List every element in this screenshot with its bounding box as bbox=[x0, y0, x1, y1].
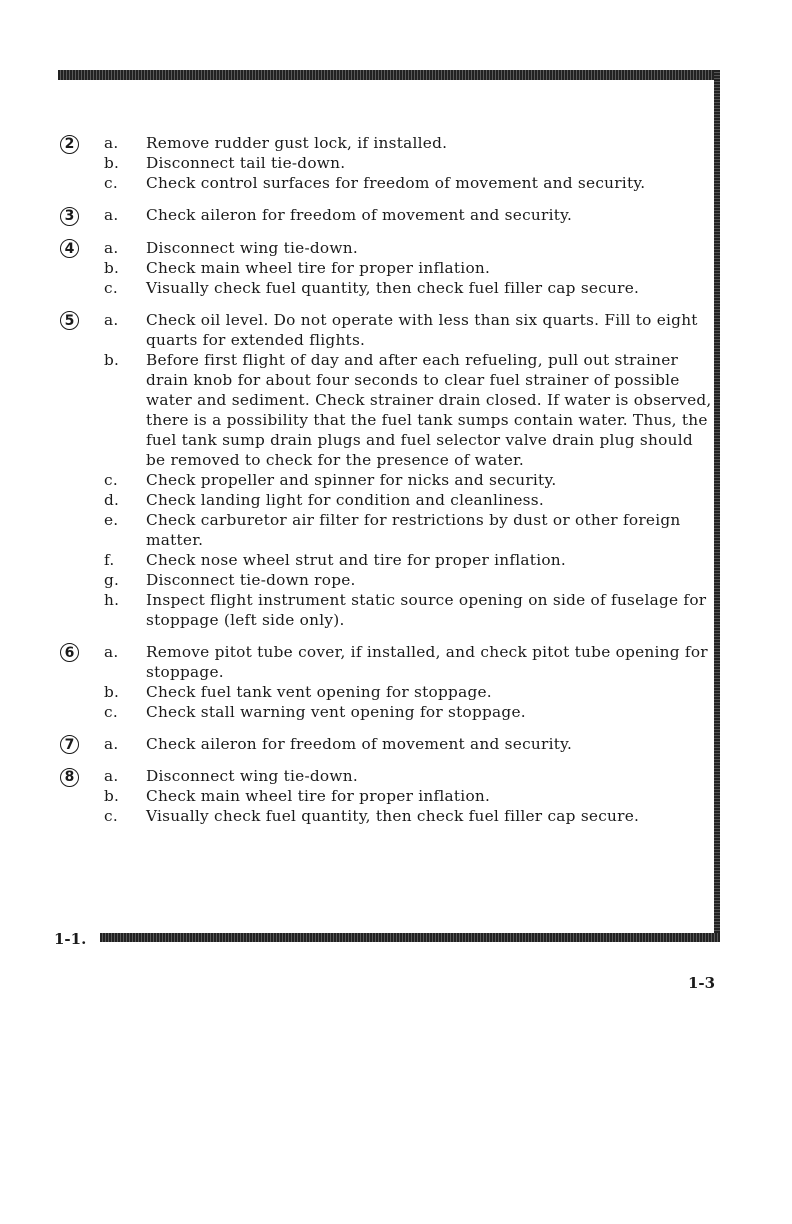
step-number-badge: 3 bbox=[60, 207, 79, 226]
step-number-badge: 8 bbox=[60, 768, 79, 787]
item-letter: f. bbox=[104, 550, 115, 569]
item-letter: g. bbox=[104, 570, 120, 589]
checklist-item bbox=[104, 278, 712, 298]
item-text: Check aileron for freedom of movement and security. bbox=[146, 206, 573, 224]
checklist-item bbox=[104, 350, 712, 470]
item-text: Inspect flight instrument static source opening on side of fuselage for stoppage (left side only). bbox=[146, 590, 707, 629]
checklist-item bbox=[104, 173, 712, 193]
item-text: Check carburetor air filter for restrictions by dust or other foreign matter. bbox=[146, 510, 681, 549]
checklist-item bbox=[104, 806, 712, 826]
item-text: Check propeller and spinner for nicks and security. bbox=[146, 470, 557, 489]
checklist-group-3 bbox=[60, 205, 712, 226]
checklist-item bbox=[104, 682, 712, 702]
checklist-group-5 bbox=[60, 310, 712, 630]
checklist-item bbox=[104, 510, 712, 550]
step-number-badge: 4 bbox=[60, 239, 79, 258]
item-letter: a. bbox=[104, 206, 119, 224]
item-text: Check aileron for freedom of movement and security. bbox=[146, 734, 573, 753]
item-letter: e. bbox=[104, 510, 119, 529]
step-number-badge: 2 bbox=[60, 135, 79, 154]
page-number: 1-3 bbox=[688, 974, 716, 992]
checklist-item bbox=[104, 153, 712, 173]
checklist-item bbox=[104, 205, 712, 225]
checklist-group-7 bbox=[60, 734, 712, 755]
item-text: Disconnect wing tie-down. bbox=[146, 238, 358, 257]
item-letter: b. bbox=[104, 787, 120, 805]
right-rule-bar bbox=[714, 70, 720, 942]
step-number-badge: 5 bbox=[60, 311, 79, 330]
item-letter: d. bbox=[104, 490, 120, 509]
item-text: Check stall warning vent opening for stoppage. bbox=[146, 702, 526, 721]
checklist-item bbox=[104, 786, 712, 806]
item-letter: a. bbox=[104, 310, 119, 329]
checklist-item bbox=[104, 570, 712, 590]
item-letter: a. bbox=[104, 767, 119, 785]
item-letter: c. bbox=[104, 278, 118, 297]
item-letter: c. bbox=[104, 174, 118, 192]
item-letter: a. bbox=[104, 642, 119, 661]
item-letter: b. bbox=[104, 682, 120, 701]
item-text: Check landing light for condition and cleanliness. bbox=[146, 490, 544, 509]
item-letter: b. bbox=[104, 154, 120, 172]
item-text: Disconnect tail tie-down. bbox=[146, 154, 346, 172]
checklist-content bbox=[60, 133, 712, 838]
checklist-item bbox=[104, 310, 712, 350]
item-letter: h. bbox=[104, 590, 120, 609]
item-text: Check control surfaces for freedom of movement and security. bbox=[146, 174, 646, 192]
checklist-item bbox=[104, 550, 712, 570]
checklist-group-2 bbox=[60, 133, 712, 193]
checklist-group-6 bbox=[60, 642, 712, 722]
item-text: Before first flight of day and after each refueling, pull out strainer drain knob for about four seconds to clear fuel strainer of possible water and sediment. Check strainer drain closed. If water is observed, there is a possibility that the fuel tank sumps contain water. Thus, the fuel tank sump drain plugs and fuel selector valve drain plug should be removed to check for the presence of water. bbox=[146, 350, 712, 469]
step-number-badge: 6 bbox=[60, 643, 79, 662]
checklist-item bbox=[104, 702, 712, 722]
checklist-item bbox=[104, 258, 712, 278]
figure-label: 1-1. bbox=[54, 930, 87, 948]
item-letter: a. bbox=[104, 238, 119, 257]
item-text: Check main wheel tire for proper inflation. bbox=[146, 258, 491, 277]
item-text: Disconnect wing tie-down. bbox=[146, 767, 358, 785]
item-letter: c. bbox=[104, 807, 118, 825]
top-rule-bar bbox=[58, 70, 720, 80]
item-letter: c. bbox=[104, 470, 118, 489]
checklist-item bbox=[104, 766, 712, 786]
item-text: Check oil level. Do not operate with less than six quarts. Fill to eight quarts for extended flights. bbox=[146, 310, 698, 349]
checklist-item bbox=[104, 642, 712, 682]
item-text: Check main wheel tire for proper inflation. bbox=[146, 787, 491, 805]
step-number-badge: 7 bbox=[60, 735, 79, 754]
item-text: Remove pitot tube cover, if installed, and check pitot tube opening for stoppage. bbox=[146, 642, 708, 681]
checklist-group-4 bbox=[60, 238, 712, 298]
item-letter: b. bbox=[104, 258, 120, 277]
item-text: Remove rudder gust lock, if installed. bbox=[146, 134, 448, 152]
item-letter: a. bbox=[104, 134, 119, 152]
checklist-group-8 bbox=[60, 766, 712, 826]
item-text: Disconnect tie-down rope. bbox=[146, 570, 356, 589]
checklist-item bbox=[104, 470, 712, 490]
item-text: Check nose wheel strut and tire for proper inflation. bbox=[146, 550, 567, 569]
item-letter: c. bbox=[104, 702, 118, 721]
item-text: Check fuel tank vent opening for stoppage. bbox=[146, 682, 492, 701]
checklist-item bbox=[104, 490, 712, 510]
item-text: Visually check fuel quantity, then check fuel filler cap secure. bbox=[146, 807, 640, 825]
checklist-item bbox=[104, 238, 712, 258]
checklist-item bbox=[104, 734, 712, 754]
item-letter: a. bbox=[104, 734, 119, 753]
bottom-rule-bar bbox=[100, 933, 720, 942]
checklist-item bbox=[104, 590, 712, 630]
checklist-item bbox=[104, 133, 712, 153]
item-letter: b. bbox=[104, 350, 120, 369]
item-text: Visually check fuel quantity, then check fuel filler cap secure. bbox=[146, 278, 640, 297]
